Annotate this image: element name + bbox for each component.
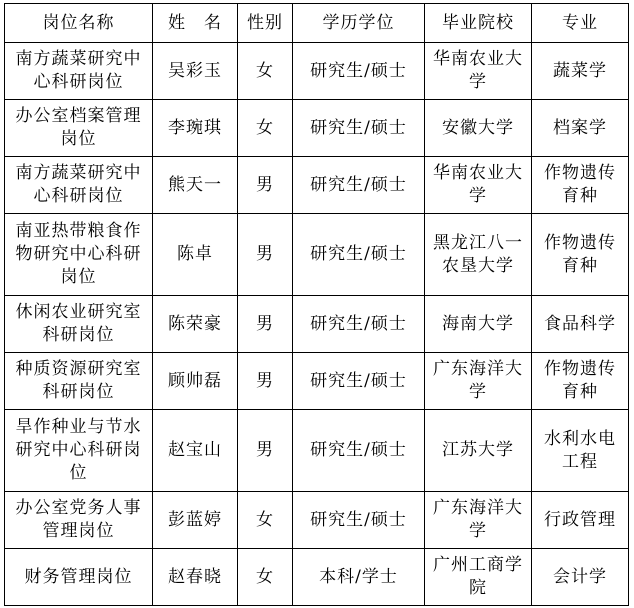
table-row <box>5 549 629 606</box>
table-row <box>5 214 629 296</box>
cell-gender: 女 <box>238 549 293 606</box>
cell-position: 办公室党务人事管理岗位 <box>5 492 153 549</box>
cell-school: 安徽大学 <box>425 100 532 157</box>
cell-major: 作物遗传育种 <box>532 157 629 214</box>
cell-school: 黑龙江八一农垦大学 <box>425 214 532 296</box>
cell-major: 蔬菜学 <box>532 43 629 100</box>
cell-name: 赵春晓 <box>153 549 238 606</box>
cell-gender: 男 <box>238 157 293 214</box>
cell-degree: 研究生/硕士 <box>293 100 425 157</box>
cell-degree: 研究生/硕士 <box>293 157 425 214</box>
header-degree: 学历学位 <box>293 4 425 43</box>
table-row <box>5 492 629 549</box>
cell-major: 水利水电工程 <box>532 410 629 492</box>
cell-gender: 女 <box>238 100 293 157</box>
cell-gender: 男 <box>238 353 293 410</box>
cell-position: 办公室档案管理岗位 <box>5 100 153 157</box>
table-row <box>5 157 629 214</box>
table-body <box>5 43 629 606</box>
cell-school: 广东海洋大学 <box>425 353 532 410</box>
cell-position: 休闲农业研究室科研岗位 <box>5 296 153 353</box>
cell-degree: 研究生/硕士 <box>293 296 425 353</box>
cell-name: 赵宝山 <box>153 410 238 492</box>
personnel-table <box>4 3 629 606</box>
header-school: 毕业院校 <box>425 4 532 43</box>
header-position: 岗位名称 <box>5 4 153 43</box>
header-gender: 性别 <box>238 4 293 43</box>
cell-major: 行政管理 <box>532 492 629 549</box>
cell-position: 旱作种业与节水研究中心科研岗位 <box>5 410 153 492</box>
cell-major: 食品科学 <box>532 296 629 353</box>
table-row <box>5 100 629 157</box>
cell-name: 彭蓝婷 <box>153 492 238 549</box>
cell-school: 广州工商学院 <box>425 549 532 606</box>
cell-degree: 研究生/硕士 <box>293 410 425 492</box>
header-major: 专业 <box>532 4 629 43</box>
cell-major: 作物遗传育种 <box>532 214 629 296</box>
cell-school: 江苏大学 <box>425 410 532 492</box>
cell-gender: 男 <box>238 214 293 296</box>
cell-major: 会计学 <box>532 549 629 606</box>
cell-name: 陈卓 <box>153 214 238 296</box>
header-name: 姓 名 <box>153 4 238 43</box>
table-row <box>5 353 629 410</box>
cell-degree: 本科/学士 <box>293 549 425 606</box>
cell-position: 南方蔬菜研究中心科研岗位 <box>5 43 153 100</box>
cell-name: 陈荣豪 <box>153 296 238 353</box>
cell-position: 南亚热带粮食作物研究中心科研岗位 <box>5 214 153 296</box>
cell-school: 广东海洋大学 <box>425 492 532 549</box>
cell-major: 作物遗传育种 <box>532 353 629 410</box>
header-row <box>5 4 629 43</box>
cell-gender: 男 <box>238 410 293 492</box>
cell-name: 李琬琪 <box>153 100 238 157</box>
cell-name: 吴彩玉 <box>153 43 238 100</box>
cell-degree: 研究生/硕士 <box>293 43 425 100</box>
cell-name: 顾帅磊 <box>153 353 238 410</box>
cell-degree: 研究生/硕士 <box>293 492 425 549</box>
cell-school: 华南农业大学 <box>425 157 532 214</box>
cell-degree: 研究生/硕士 <box>293 353 425 410</box>
cell-gender: 女 <box>238 492 293 549</box>
cell-position: 种质资源研究室科研岗位 <box>5 353 153 410</box>
cell-school: 华南农业大学 <box>425 43 532 100</box>
cell-position: 财务管理岗位 <box>5 549 153 606</box>
cell-school: 海南大学 <box>425 296 532 353</box>
table-row <box>5 43 629 100</box>
table-row <box>5 410 629 492</box>
cell-name: 熊天一 <box>153 157 238 214</box>
cell-gender: 女 <box>238 43 293 100</box>
cell-gender: 男 <box>238 296 293 353</box>
table-header <box>5 4 629 43</box>
cell-degree: 研究生/硕士 <box>293 214 425 296</box>
table-row <box>5 296 629 353</box>
cell-position: 南方蔬菜研究中心科研岗位 <box>5 157 153 214</box>
cell-major: 档案学 <box>532 100 629 157</box>
